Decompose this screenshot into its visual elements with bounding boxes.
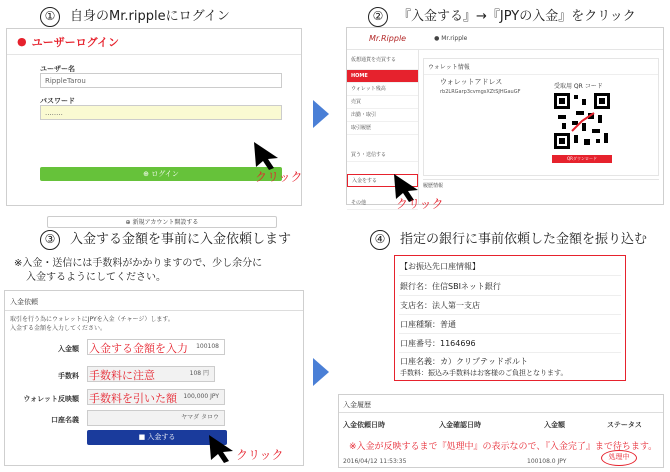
- divider: [399, 333, 621, 334]
- amount-annotation: 入金する金額を入力: [89, 342, 188, 355]
- deposit-request-header: 入金依頼: [5, 291, 303, 311]
- transfer-fee-note: 手数料：振込み手数料はお客様のご負担となります。: [400, 369, 568, 377]
- new-account-button[interactable]: [47, 216, 277, 228]
- step3-click-label: クリック: [236, 448, 284, 462]
- deposit-request-panel: [4, 290, 304, 466]
- step2-title: [368, 5, 636, 27]
- login-button-label: ログイン: [151, 170, 179, 178]
- wallet-address: rb2LRGarp3cvmgsXZtSJHGauGF: [440, 89, 521, 95]
- account-holder: 口座名義：カ）クリプテッドポルト: [400, 357, 528, 366]
- sidebar-item-trade[interactable]: 売買: [347, 96, 418, 109]
- bank-info-header: 【お振込先口座情報】: [400, 262, 480, 271]
- fee-label: 手数料: [58, 372, 79, 380]
- click-cursor-icon: [207, 433, 237, 463]
- step3-number: ③: [40, 230, 60, 250]
- wallet-info-card: [423, 58, 659, 176]
- sidebar-item-history[interactable]: 取引履歴: [347, 122, 418, 135]
- click-cursor-icon: [252, 140, 282, 170]
- col-confirm-date: 入金確認日時: [439, 421, 481, 429]
- bank-info-panel: [394, 255, 626, 381]
- password-input[interactable]: ........: [40, 105, 282, 120]
- step1-title-text: 自身のMr.rippleにログイン: [70, 9, 230, 24]
- wallet-address-label: ウォレットアドレス: [440, 78, 503, 86]
- history-info-header: 履歴情報: [423, 179, 659, 189]
- sidebar-item-withdraw[interactable]: 出勤・取引: [347, 109, 418, 122]
- col-status: ステータス: [607, 421, 642, 429]
- account-type: 口座種類：普通: [400, 320, 456, 329]
- login-icon: ⊕: [143, 170, 152, 178]
- divider: [399, 314, 621, 315]
- col-amount: 入金額: [544, 421, 565, 429]
- user-name: Mr.ripple: [441, 35, 468, 42]
- deposit-button-label: 入金する: [147, 433, 176, 441]
- arrow-right-icon: [313, 358, 329, 386]
- wallet-header: ウォレット情報: [424, 59, 658, 75]
- new-account-icon: ⊕: [125, 219, 133, 226]
- amount-label: 入金額: [58, 345, 79, 353]
- amount-input[interactable]: 100108: [87, 339, 225, 355]
- step4-title: [370, 228, 647, 250]
- deposit-icon: ■: [138, 433, 148, 441]
- step1-title: [40, 5, 230, 27]
- step4-number: ④: [370, 230, 390, 250]
- login-header: [7, 29, 301, 55]
- desc-line1: 取引を行う為にウォレットにJPYを入金（チャージ）します。: [10, 316, 174, 323]
- user-avatar-icon: ●: [434, 35, 442, 42]
- sidebar-item-send[interactable]: 買う・送信する: [347, 149, 418, 162]
- username-input[interactable]: RippleTarou: [40, 73, 282, 88]
- login-button[interactable]: [40, 167, 282, 181]
- fee-annotation: 手数料に注意: [89, 369, 155, 382]
- processing-notice: ※入金が反映するまで『処理中』の表示なので、『入金完了』まで待ちます。: [349, 442, 658, 452]
- sidebar-item-deposit[interactable]: 入金をする: [347, 174, 418, 187]
- step3-title: [40, 228, 291, 250]
- sidebar-item-wallet[interactable]: ウォレット残高: [347, 83, 418, 96]
- brand-logo: Mr.Ripple: [369, 34, 407, 43]
- deposit-history-header: 入金履歴: [339, 395, 663, 413]
- user-menu[interactable]: [434, 35, 467, 42]
- reflect-annotation: 手数料を引いた額: [89, 392, 177, 405]
- divider: [399, 275, 621, 276]
- account-name-label: 口座名義: [51, 416, 79, 424]
- divider: [399, 295, 621, 296]
- step3-note: [14, 257, 262, 285]
- step2-click-label: クリック: [396, 197, 444, 211]
- username-label: ユーザー名: [40, 65, 75, 73]
- desc-line2: 入金する金額を入力してください。: [10, 325, 107, 332]
- sidebar-item-trade-header[interactable]: 仮想通貨を売買する: [347, 50, 418, 70]
- arrow-right-icon: [313, 100, 329, 128]
- fee-value: 108 円: [87, 366, 215, 382]
- bank-name: 銀行名：住信SBIネット銀行: [400, 282, 501, 291]
- new-account-label: 新規アカウント開設する: [132, 219, 199, 226]
- deposit-history-panel: [338, 394, 664, 468]
- step3-note-line2: 入金するようにしてください。: [26, 272, 166, 283]
- login-header-title: ユーザーログイン: [31, 35, 120, 49]
- sidebar-item-home[interactable]: HOME: [347, 70, 418, 83]
- deposit-button[interactable]: [87, 430, 227, 445]
- sidebar-item-other[interactable]: その他: [347, 197, 418, 210]
- qr-code-icon: [552, 91, 612, 151]
- user-icon: ●: [17, 35, 27, 48]
- reflect-amount-label: ウォレット反映額: [23, 395, 79, 403]
- step1-number: ①: [40, 7, 60, 27]
- col-request-date: 入金依頼日時: [343, 421, 385, 429]
- step4-title-text: 指定の銀行に事前依頼した金額を振り込む: [400, 232, 648, 247]
- step2-number: ②: [368, 7, 388, 27]
- row-request-date: 2016/04/12 11:53:35: [343, 458, 407, 465]
- dashboard-topbar: [347, 28, 663, 50]
- deposit-request-description: [10, 315, 174, 333]
- step2-title-text: 『入金する』→『JPYの入金』をクリック: [398, 9, 636, 24]
- account-name-value: ヤマダ タロウ: [87, 410, 225, 426]
- row-amount: 100108.0 JPY: [527, 458, 567, 465]
- reflect-amount-value: 100,000 JPY: [87, 389, 225, 405]
- qr-download-button[interactable]: QRダウンロード: [552, 155, 612, 163]
- password-label: パスワード: [40, 97, 75, 105]
- account-number: 口座番号：1164696: [400, 339, 476, 348]
- qr-label: 受取用 QR コード: [554, 83, 603, 90]
- step1-click-label: クリック: [255, 170, 303, 184]
- step3-note-line1: ※入金・送信には手数料がかかりますので、少し余分に: [14, 258, 263, 269]
- divider: [399, 352, 621, 353]
- branch-name: 支店名：法人第一支店: [400, 301, 480, 310]
- step3-title-text: 入金する金額を事前に入金依頼します: [70, 232, 292, 247]
- status-badge: 処理中: [601, 450, 637, 466]
